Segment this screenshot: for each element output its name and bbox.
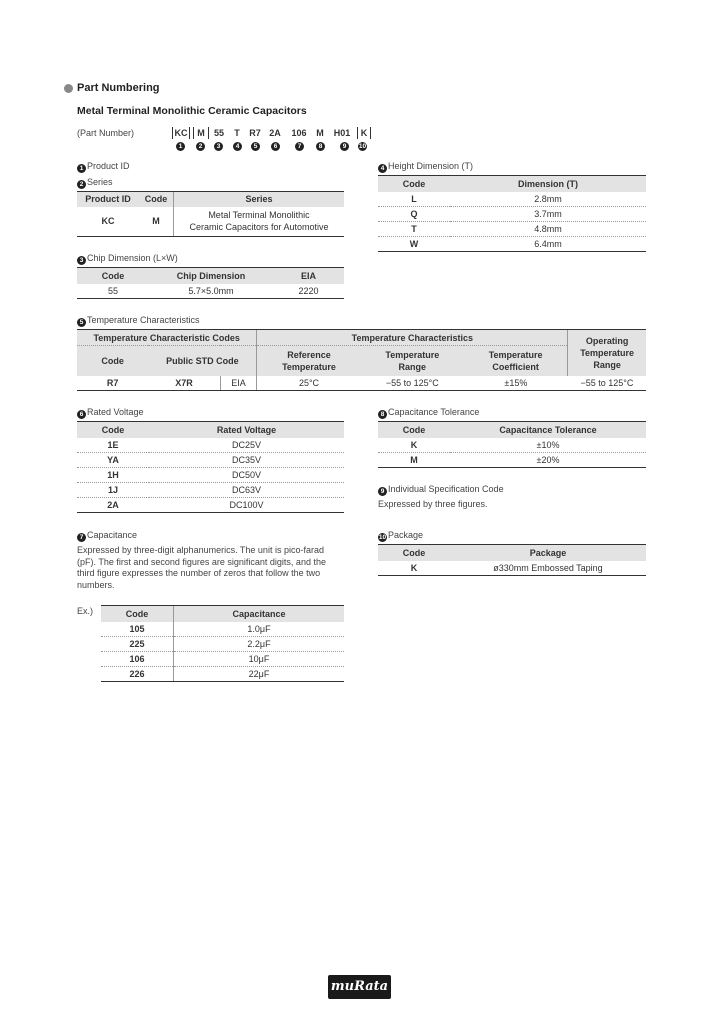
cap-tolerance-table xyxy=(378,421,646,468)
series-line: Metal Terminal Monolithic xyxy=(208,210,310,221)
paragraph-line: Expressed by three-digit alphanumerics. The unit is pico-farad xyxy=(77,545,324,555)
number-badge: 3 xyxy=(77,256,86,265)
column-header: Product ID xyxy=(77,192,139,207)
rated-voltage-table xyxy=(77,421,344,513)
table-cell: 22μF xyxy=(174,667,345,682)
column-header: Code xyxy=(139,192,174,207)
individual-spec-text: Expressed by three figures. xyxy=(378,499,488,509)
table-cell: ±10% xyxy=(450,438,646,453)
capacitance-label: Capacitance xyxy=(87,530,138,540)
column-header: Dimension (T) xyxy=(450,176,646,192)
table-cell: 1.0μF xyxy=(174,622,345,637)
header-line: Coefficient xyxy=(492,361,539,372)
pn-k: K xyxy=(357,127,371,139)
column-header: Rated Voltage xyxy=(149,422,344,438)
height-dimension-table xyxy=(378,175,646,252)
column-header xyxy=(464,346,568,376)
header-line: Temperature xyxy=(385,349,440,360)
table-cell: ±15% xyxy=(464,376,568,391)
table-cell: 225 xyxy=(101,637,174,652)
number-badge: 4 xyxy=(233,142,242,151)
product-id-label: Product ID xyxy=(87,161,130,171)
number-badge: 10 xyxy=(378,534,387,541)
number-badge: 5 xyxy=(77,318,86,327)
table-cell: 1H xyxy=(77,468,149,483)
capacitance-text xyxy=(77,545,347,591)
header-line: Temperature xyxy=(488,349,543,360)
height-dimension-label: Height Dimension (T) xyxy=(388,161,474,171)
chip-dimension-table xyxy=(77,267,344,299)
header-line: Range xyxy=(398,361,427,372)
chip-dimension-heading xyxy=(77,253,178,265)
individual-spec-heading xyxy=(378,484,504,496)
height-dimension-heading xyxy=(378,161,473,173)
column-header: Series xyxy=(174,192,345,207)
temp-char-label: Temperature Characteristics xyxy=(87,315,200,325)
column-header: Code xyxy=(77,268,149,284)
table-cell: 25°C xyxy=(257,376,361,391)
package-label: Package xyxy=(388,530,424,540)
table-cell: ø330mm Embossed Taping xyxy=(450,561,646,576)
table-cell: T xyxy=(378,222,450,237)
number-badge: 8 xyxy=(378,410,387,419)
pn-h01: H01 xyxy=(333,128,351,138)
column-header: Code xyxy=(77,346,148,376)
series-label: Series xyxy=(87,177,113,187)
table-cell xyxy=(174,207,345,237)
chip-dimension-label: Chip Dimension (L×W) xyxy=(87,253,178,263)
header-line: Range xyxy=(593,359,621,370)
paragraph-line: (pF). The first and second figures are significant digits, and the xyxy=(77,556,326,567)
group-header: Temperature Characteristics xyxy=(257,330,568,346)
header-line: Reference xyxy=(287,349,331,360)
table-cell: L xyxy=(378,192,450,207)
table-cell: 55 xyxy=(77,284,149,299)
cap-tolerance-heading xyxy=(378,407,479,419)
part-number-label: (Part Number) xyxy=(77,128,135,138)
column-header: EIA xyxy=(273,268,344,284)
cap-tolerance-label: Capacitance Tolerance xyxy=(388,407,480,417)
number-badge: 6 xyxy=(77,410,86,419)
table-cell: 2A xyxy=(77,498,149,513)
table-cell: ±20% xyxy=(450,453,646,468)
table-cell: Q xyxy=(378,207,450,222)
number-badge: 2 xyxy=(196,142,205,151)
bullet-icon xyxy=(64,84,73,93)
table-cell: K xyxy=(378,438,450,453)
series-heading xyxy=(77,177,113,189)
pn-r7: R7 xyxy=(249,128,261,138)
header-line: Temperature xyxy=(282,361,336,372)
column-header: Code xyxy=(77,422,149,438)
package-heading xyxy=(378,530,423,542)
number-badge: 7 xyxy=(77,533,86,542)
table-cell: 2.8mm xyxy=(450,192,646,207)
pn-55: 55 xyxy=(213,128,224,138)
table-cell: DC35V xyxy=(149,453,344,468)
pn-m: M xyxy=(193,127,209,139)
murata-logo: muRata xyxy=(328,975,391,999)
column-header: Public STD Code xyxy=(148,346,257,376)
number-badge: 3 xyxy=(214,142,223,151)
table-cell: M xyxy=(378,453,450,468)
series-line: Ceramic Capacitors for Automotive xyxy=(189,222,329,233)
example-label: Ex.) xyxy=(77,606,94,616)
number-badge: 1 xyxy=(77,164,86,173)
column-header: Chip Dimension xyxy=(149,268,273,284)
number-badge: 6 xyxy=(271,142,280,151)
table-cell: 10μF xyxy=(174,652,345,667)
table-cell: 106 xyxy=(101,652,174,667)
product-id-heading xyxy=(77,161,130,173)
table-cell: DC63V xyxy=(149,483,344,498)
series-table xyxy=(77,191,344,237)
table-cell: DC100V xyxy=(149,498,344,513)
column-header: Capacitance xyxy=(174,606,345,622)
pn-106: 106 xyxy=(291,128,307,138)
header-line: Operating xyxy=(585,335,629,346)
section-heading xyxy=(64,82,160,94)
number-badge: 4 xyxy=(378,164,387,173)
number-badge: 2 xyxy=(77,180,86,189)
table-cell: 1E xyxy=(77,438,149,453)
header-line: Temperature xyxy=(580,347,635,358)
column-header: Code xyxy=(378,176,450,192)
column-header: Code xyxy=(378,545,450,561)
pn-2a: 2A xyxy=(269,128,281,138)
column-header: Code xyxy=(378,422,450,438)
table-cell: KC xyxy=(77,207,139,237)
table-cell: 4.8mm xyxy=(450,222,646,237)
table-cell: 5.7×5.0mm xyxy=(149,284,273,299)
individual-spec-label: Individual Specification Code xyxy=(388,484,504,494)
page-title: Part Numbering xyxy=(77,82,160,94)
pn-m2: M xyxy=(316,128,324,138)
table-cell: DC50V xyxy=(149,468,344,483)
table-cell: R7 xyxy=(77,376,148,391)
table-cell: 6.4mm xyxy=(450,237,646,252)
column-header: Package xyxy=(450,545,646,561)
table-cell: EIA xyxy=(220,376,257,391)
column-header: Code xyxy=(101,606,174,622)
table-cell: YA xyxy=(77,453,149,468)
table-cell: 1J xyxy=(77,483,149,498)
paragraph-line: third figure expresses the number of zeros that follow the two xyxy=(77,568,321,578)
number-badge: 8 xyxy=(316,142,325,151)
subtitle: Metal Terminal Monolithic Ceramic Capacitors xyxy=(77,105,307,117)
number-badge: 9 xyxy=(378,487,387,496)
pn-kc: KC xyxy=(172,127,190,139)
table-cell: DC25V xyxy=(149,438,344,453)
column-header xyxy=(257,346,361,376)
group-header: Temperature Characteristic Codes xyxy=(77,330,257,346)
column-header: Capacitance Tolerance xyxy=(450,422,646,438)
paragraph-line: numbers. xyxy=(77,579,115,590)
table-cell: K xyxy=(378,561,450,576)
table-cell: 2220 xyxy=(273,284,344,299)
column-header xyxy=(361,346,464,376)
number-badge: 7 xyxy=(295,142,304,151)
table-cell: −55 to 125°C xyxy=(361,376,464,391)
capacitance-heading xyxy=(77,530,137,542)
table-cell: W xyxy=(378,237,450,252)
number-badge: 10 xyxy=(358,143,367,150)
table-cell: 3.7mm xyxy=(450,207,646,222)
column-header xyxy=(568,330,646,376)
temp-char-table xyxy=(77,329,646,391)
number-badge: 5 xyxy=(251,142,260,151)
table-cell: −55 to 125°C xyxy=(568,376,646,391)
package-table xyxy=(378,544,646,576)
table-cell: 226 xyxy=(101,667,174,682)
table-cell: X7R xyxy=(148,376,220,391)
pn-t: T xyxy=(234,128,240,138)
number-badge: 9 xyxy=(340,142,349,151)
temp-char-heading xyxy=(77,315,200,327)
number-badge: 1 xyxy=(176,142,185,151)
table-cell: M xyxy=(139,207,174,237)
rated-voltage-label: Rated Voltage xyxy=(87,407,144,417)
table-cell: 105 xyxy=(101,622,174,637)
rated-voltage-heading xyxy=(77,407,144,419)
table-cell: 2.2μF xyxy=(174,637,345,652)
capacitance-table xyxy=(101,605,344,682)
